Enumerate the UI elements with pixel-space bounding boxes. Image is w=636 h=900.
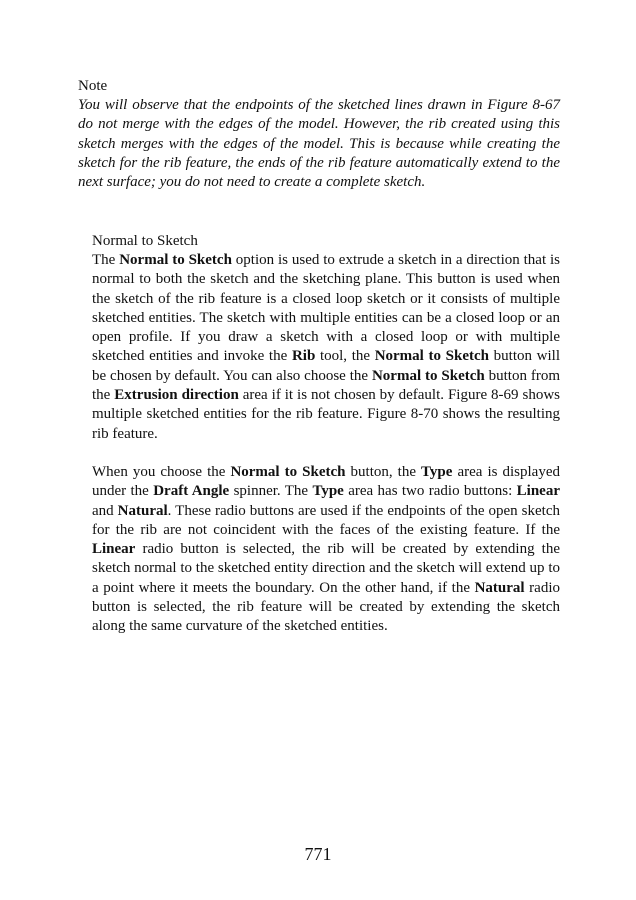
text-run: The bbox=[92, 252, 120, 268]
text-run: area if it is not chosen by default. Figure 8-69 shows multiple sketched entities for the rib feature. Figure 8-70 shows the resulting rib feature. bbox=[92, 387, 561, 442]
section-title: Normal to Sketch bbox=[92, 233, 198, 249]
bold-term: Natural bbox=[117, 502, 168, 519]
bold-term: Normal to Sketch bbox=[119, 252, 232, 268]
text-run: radio button is selected, the rib feature will be created by extending the sketch along the same curvature of the sketched entities. bbox=[92, 579, 560, 635]
bold-term: Natural bbox=[474, 579, 525, 596]
text-run: tool, the bbox=[315, 348, 375, 365]
text-run: area is displayed under the bbox=[92, 463, 560, 500]
text-run: and bbox=[92, 502, 118, 519]
bold-term: Linear bbox=[92, 541, 136, 558]
bold-term: Linear bbox=[516, 483, 560, 500]
note-text: You will observe that the endpoints of the sketched lines drawn in Figure 8-67 do not merge with the edges of the model. However, the rib created using this sketch merges with the edges of the model. This is because while creating the sketch for the rib feature, the ends of the rib feature automatically extend to the next surface; you do not need to create a complete sketch. bbox=[78, 97, 560, 191]
bold-term: Normal to Sketch bbox=[371, 367, 485, 384]
text-run: radio button is selected, the rib will be created by extending the sketch normal to the sketched entity direction and the sketch will extend up to a point where it meets the boundary. On the other hand, if the bbox=[92, 541, 560, 596]
bold-term: Extrusion direction bbox=[114, 387, 239, 404]
normal-to-sketch-section bbox=[92, 232, 560, 637]
text-run: . These radio buttons are used if the endpoints of the open sketch for the rib are not coincident with the faces of the existing feature. If the bbox=[92, 502, 560, 538]
text-run: option is used to extrude a sketch in a direction that is normal to both the sketch and the sketching plane. This button is used when the sketch of the rib feature is a closed loop sketch or it consists of multiple sketched entities. The sketch with multiple entities can be a closed loop or an open profile. If you draw a sketch with a closed loop or with multiple sketched entities and invoke the bbox=[92, 252, 560, 365]
text-run: button will be chosen by default. You can also choose the bbox=[92, 348, 560, 384]
bold-term: Draft Angle bbox=[153, 483, 230, 500]
bold-term: Type bbox=[421, 463, 453, 480]
page-number: 771 bbox=[304, 844, 332, 864]
paragraph-2 bbox=[92, 463, 560, 637]
note-block bbox=[78, 77, 560, 192]
text-run: button from the bbox=[92, 367, 560, 404]
bold-term: Rib bbox=[291, 348, 316, 365]
bold-term: Normal to Sketch bbox=[374, 348, 489, 365]
text-run: spinner. The bbox=[229, 483, 313, 500]
note-label: Note bbox=[78, 78, 108, 94]
bold-term: Type bbox=[312, 483, 344, 500]
bold-term: Normal to Sketch bbox=[230, 463, 346, 480]
text-run: When you choose the bbox=[92, 463, 231, 480]
text-run: area has two radio buttons: bbox=[343, 483, 517, 500]
paragraph-1 bbox=[92, 251, 560, 444]
text-run: button, the bbox=[345, 463, 422, 480]
